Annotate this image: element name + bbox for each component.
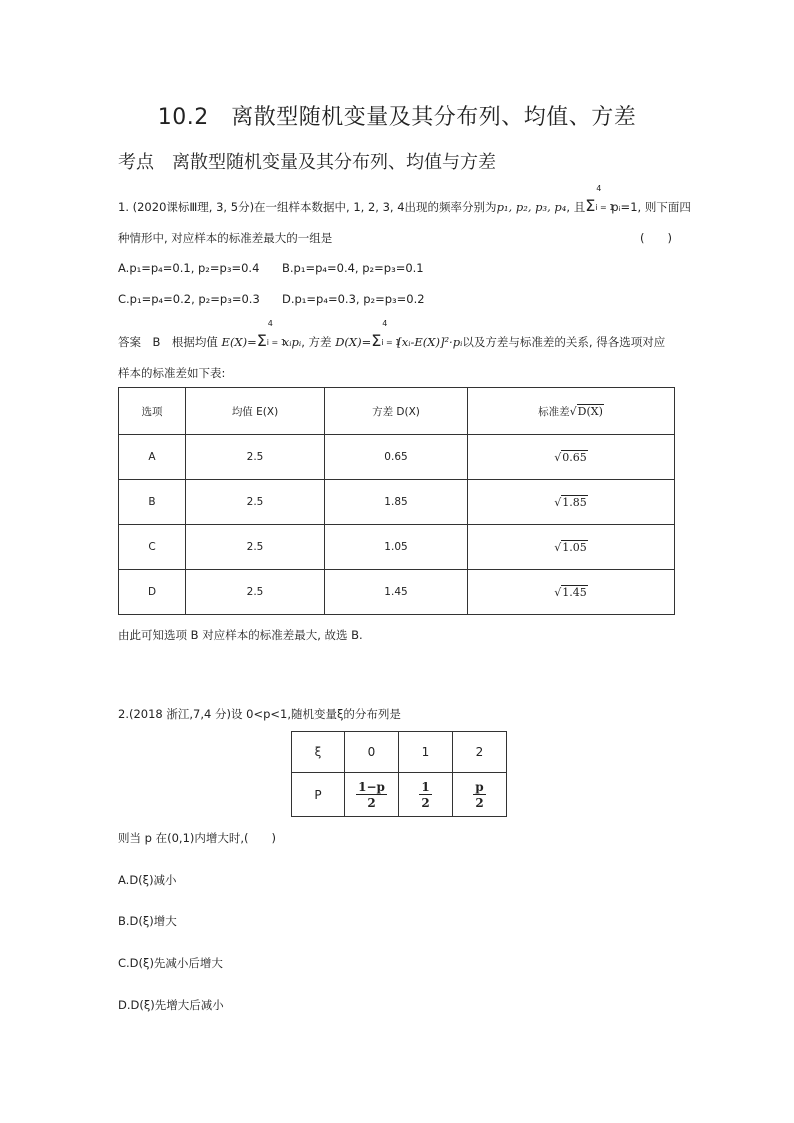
cell-sd-value: 0.65 [562,450,587,464]
dist-prob-2 [453,773,507,817]
dist-header-xi: ξ [292,732,345,773]
sum-sub-3: i = 1 [381,338,401,347]
q2-option-c: C.D(ξ)先减小后增大 [118,956,223,970]
fraction [473,780,485,810]
answer-d: , 方差 [301,335,332,349]
header-sd-label: 标准差 [538,405,570,418]
q1-conclusion: 由此可知选项 B 对应样本的标准差最大, 故选 B. [118,628,363,642]
answer-g: 以及方差与标准差的关系, 得各选项对应 [462,335,666,349]
sum-sup-3: 4 [382,319,388,328]
answer-dx: D(X)= [335,335,372,349]
fraction-num: p [475,779,484,794]
dist-prob-1 [399,773,453,817]
sum-sup-2: 4 [267,319,273,328]
answer-a: 答案 B 根据均值 [118,335,218,349]
q1-answer-line1 [118,319,666,350]
table-header-row [119,388,675,435]
header-option: 选项 [119,388,186,435]
table-row [119,480,675,525]
q2-question: 则当 p 在(0,1)内增大时,( ) [118,831,277,845]
cell-sd [468,480,675,525]
q1-answer-line2: 样本的标准差如下表: [118,366,226,380]
distribution-table [291,731,507,817]
cell-sd-value: 1.85 [562,495,587,509]
fraction [356,780,387,810]
q1-line1-a: 1. (2020课标Ⅲ理, 3, 5分)在一组样本数据中, 1, 2, 3, 4出现的频率分别为 [118,200,497,214]
answer-ex: E(X)= [221,335,257,349]
q1-option-a: A.p₁=p₄=0.1, p₂=p₃=0.4 [118,261,260,275]
q2-option-a: A.D(ξ)减小 [118,873,177,887]
cell-sd [468,435,675,480]
q1-line1-d: pᵢ=1, 则下面四 [611,200,691,214]
header-variance-label: 方差 D(X) [372,405,420,418]
q1-line1-c: , 且 [566,200,586,214]
sqrt-icon: √0.65 [554,450,587,464]
dist-row-p [292,773,507,817]
cell-option: B [119,480,186,525]
cell-variance: 1.85 [325,480,468,525]
dist-row-xi [292,732,507,773]
table-row [119,435,675,480]
q1-line2: 种情形中, 对应样本的标准差最大的一组是 [118,231,333,245]
table-row [119,570,675,615]
cell-sd [468,525,675,570]
sqrt-icon: √1.05 [554,540,587,554]
cell-option: A [119,435,186,480]
q1-line1-vars: p₁, p₂, p₃, p₄ [496,200,567,214]
sqrt-icon: √1.85 [554,495,587,509]
q1-line1 [118,184,691,215]
q1-option-d: D.p₁=p₄=0.3, p₂=p₃=0.2 [282,292,425,306]
sum-symbol-3: Σ 4 i = 1 [371,319,401,350]
sum-sub: i = 1 [595,203,615,212]
q2-option-b: B.D(ξ)增大 [118,914,177,928]
answer-var-term: [xᵢ-E(X)]²·pᵢ [397,335,463,349]
cell-mean: 2.5 [186,480,325,525]
header-sd [468,388,675,435]
std-table [118,387,675,615]
sum-sub-2: i = 1 [266,338,286,347]
header-sd-radicand: D(X) [577,404,603,418]
cell-option: D [119,570,186,615]
q2-stem: 2.(2018 浙江,7,4 分)设 0<p<1,随机变量ξ的分布列是 [118,707,401,721]
answer-term: xᵢpᵢ [282,335,302,349]
header-mean: 均值 E(X) [186,388,325,435]
fraction-den: 2 [421,795,430,810]
cell-option: C [119,525,186,570]
cell-mean: 2.5 [186,525,325,570]
cell-variance: 1.45 [325,570,468,615]
dist-prob-0 [345,773,399,817]
page-title: 10.2 离散型随机变量及其分布列、均值、方差 [157,105,637,130]
cell-sd-value: 1.05 [562,540,587,554]
dist-value-0: 0 [345,732,399,773]
q1-option-b: B.p₁=p₄=0.4, p₂=p₃=0.1 [282,261,424,275]
dist-value-1: 1 [399,732,453,773]
fraction [419,780,431,810]
cell-variance: 1.05 [325,525,468,570]
dist-header-p: P [292,773,345,817]
cell-variance: 0.65 [325,435,468,480]
q2-option-d: D.D(ξ)先增大后减小 [118,998,224,1012]
cell-sd-value: 1.45 [562,585,587,599]
table-row [119,525,675,570]
sqrt-icon: √D(X) [569,404,603,418]
q1-paren: ( ) [640,231,672,245]
section-subtitle: 考点 离散型随机变量及其分布列、均值与方差 [118,152,496,173]
fraction-den: 2 [367,795,376,810]
sum-symbol-2: Σ 4 i = 1 [256,319,286,350]
cell-sd [468,570,675,615]
cell-mean: 2.5 [186,570,325,615]
header-variance [325,388,468,435]
dist-value-2: 2 [453,732,507,773]
cell-mean: 2.5 [186,435,325,480]
sum-sup: 4 [596,184,602,193]
fraction-num: 1−p [358,779,385,794]
q1-option-c: C.p₁=p₄=0.2, p₂=p₃=0.3 [118,292,260,306]
fraction-den: 2 [475,795,484,810]
sum-symbol: Σ 4 i = 1 [585,184,615,215]
sqrt-icon: √1.45 [554,585,587,599]
fraction-num: 1 [421,779,430,794]
